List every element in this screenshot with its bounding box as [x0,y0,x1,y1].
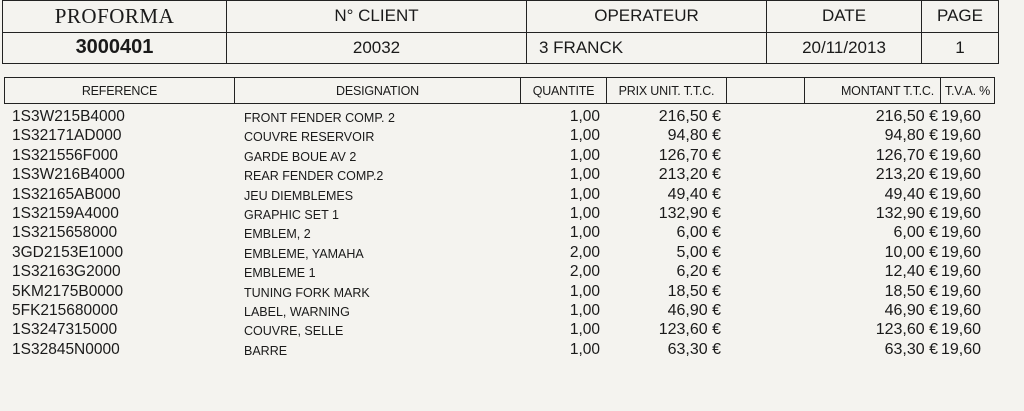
item-unit-price: 46,90 € [667,301,721,319]
item-quantity: 1,00 [569,340,600,358]
date-label: DATE [767,1,922,33]
item-unit-price: 123,60 € [658,321,721,339]
item-amount: 12,40 € [884,263,938,281]
column-header-row [5,78,995,104]
table-row [0,186,1024,205]
item-unit-price: 18,50 € [667,282,721,300]
item-reference: 1S32165AB000 [12,185,121,203]
table-row [0,302,1024,321]
item-quantity: 1,00 [569,108,600,125]
item-reference: 1S3215658000 [12,224,118,242]
item-tva: 19,60 [941,166,982,184]
item-reference: 1S3W216B4000 [12,166,125,184]
item-tva: 19,60 [941,127,982,145]
header-label-row [3,1,999,33]
item-quantity: 1,00 [569,204,600,222]
item-tva: 19,60 [941,185,982,203]
header-value-row [3,32,999,64]
item-quantity: 1,00 [569,146,600,164]
item-quantity: 1,00 [569,282,600,300]
item-quantity: 1,00 [569,321,600,339]
item-amount: 63,30 € [884,340,938,358]
item-unit-price: 5,00 € [676,243,721,261]
table-row [0,244,1024,263]
item-quantity: 2,00 [569,263,600,281]
line-items [0,108,1024,360]
table-row [0,205,1024,224]
item-designation: GRAPHIC SET 1 [244,207,339,222]
item-unit-price: 213,20 € [658,166,721,184]
item-designation: FRONT FENDER COMP. 2 [244,111,395,125]
item-quantity: 1,00 [569,166,600,184]
item-amount: 6,00 € [893,224,938,242]
invoice-header-table [2,0,999,64]
col-blank [727,78,805,104]
table-row [0,341,1024,360]
item-amount: 213,20 € [875,166,938,184]
item-tva: 19,60 [941,301,982,319]
item-unit-price: 6,20 € [676,263,721,281]
item-amount: 94,80 € [884,127,938,145]
operateur-label: OPERATEUR [527,1,767,33]
item-tva: 19,60 [941,204,982,222]
item-designation: JEU DIEMBLEMES [244,188,354,203]
item-tva: 19,60 [941,243,982,261]
item-reference: 5KM2175B0000 [12,282,124,300]
table-row [0,166,1024,185]
proforma-number: 3000401 [3,32,227,64]
date-value: 20/11/2013 [767,32,922,64]
item-tva: 19,60 [941,146,982,164]
item-tva: 19,60 [941,108,982,125]
item-tva: 19,60 [941,282,982,300]
col-quantite: QUANTITE [521,78,607,104]
item-amount: 18,50 € [884,282,938,300]
col-prix: PRIX UNIT. T.T.C. [607,78,727,104]
item-unit-price: 132,90 € [658,204,721,222]
item-designation: EMBLEME, YAMAHA [244,246,364,261]
item-designation: GARDE BOUE AV 2 [244,149,357,164]
table-row [0,108,1024,127]
column-header-table [4,77,995,104]
item-designation: LABEL, WARNING [244,304,350,319]
item-tva: 19,60 [941,321,982,339]
item-amount: 216,50 € [875,108,938,125]
item-tva: 19,60 [941,340,982,358]
client-number: 20032 [227,32,527,64]
table-row [0,147,1024,166]
page-label: PAGE [922,1,999,33]
item-designation: COUVRE, SELLE [244,324,344,339]
item-reference: 1S32159A4000 [12,204,119,222]
item-unit-price: 49,40 € [667,185,721,203]
col-tva: T.V.A. % [941,78,995,104]
col-montant: MONTANT T.T.C. [805,78,941,104]
item-quantity: 2,00 [569,243,600,261]
item-designation: COUVRE RESERVOIR [244,130,375,145]
item-designation: BARRE [244,343,288,358]
item-quantity: 1,00 [569,301,600,319]
table-row [0,321,1024,340]
item-amount: 46,90 € [884,301,938,319]
item-amount: 132,90 € [875,204,938,222]
item-amount: 123,60 € [875,321,938,339]
table-row [0,127,1024,146]
table-row [0,263,1024,282]
item-quantity: 1,00 [569,127,600,145]
client-label: N° CLIENT [227,1,527,33]
page-number: 1 [922,32,999,64]
item-reference: 1S32845N0000 [12,340,120,358]
table-row [0,283,1024,302]
item-designation: EMBLEM, 2 [244,227,311,242]
item-amount: 10,00 € [884,243,938,261]
item-tva: 19,60 [941,224,982,242]
item-unit-price: 6,00 € [676,224,721,242]
item-reference: 1S32163G2000 [12,263,121,281]
proforma-label: PROFORMA [3,1,227,33]
item-reference: 1S3W215B4000 [12,108,125,125]
col-designation: DESIGNATION [235,78,521,104]
item-unit-price: 216,50 € [658,108,721,125]
operateur-value: 3 FRANCK [527,32,767,64]
item-reference: 3GD2153E1000 [12,243,124,261]
item-unit-price: 63,30 € [667,340,721,358]
item-reference: 5FK215680000 [12,301,119,319]
item-quantity: 1,00 [569,185,600,203]
col-reference: REFERENCE [5,78,235,104]
item-designation: EMBLEME 1 [244,266,316,281]
item-amount: 126,70 € [875,146,938,164]
item-quantity: 1,00 [569,224,600,242]
item-tva: 19,60 [941,263,982,281]
item-designation: REAR FENDER COMP.2 [244,169,384,184]
item-designation: TUNING FORK MARK [244,285,370,300]
item-amount: 49,40 € [884,185,938,203]
item-reference: 1S321556F000 [12,146,119,164]
item-reference: 1S32171AD000 [12,127,122,145]
table-row [0,224,1024,243]
item-reference: 1S3247315000 [12,321,118,339]
item-unit-price: 126,70 € [658,146,721,164]
item-unit-price: 94,80 € [667,127,721,145]
